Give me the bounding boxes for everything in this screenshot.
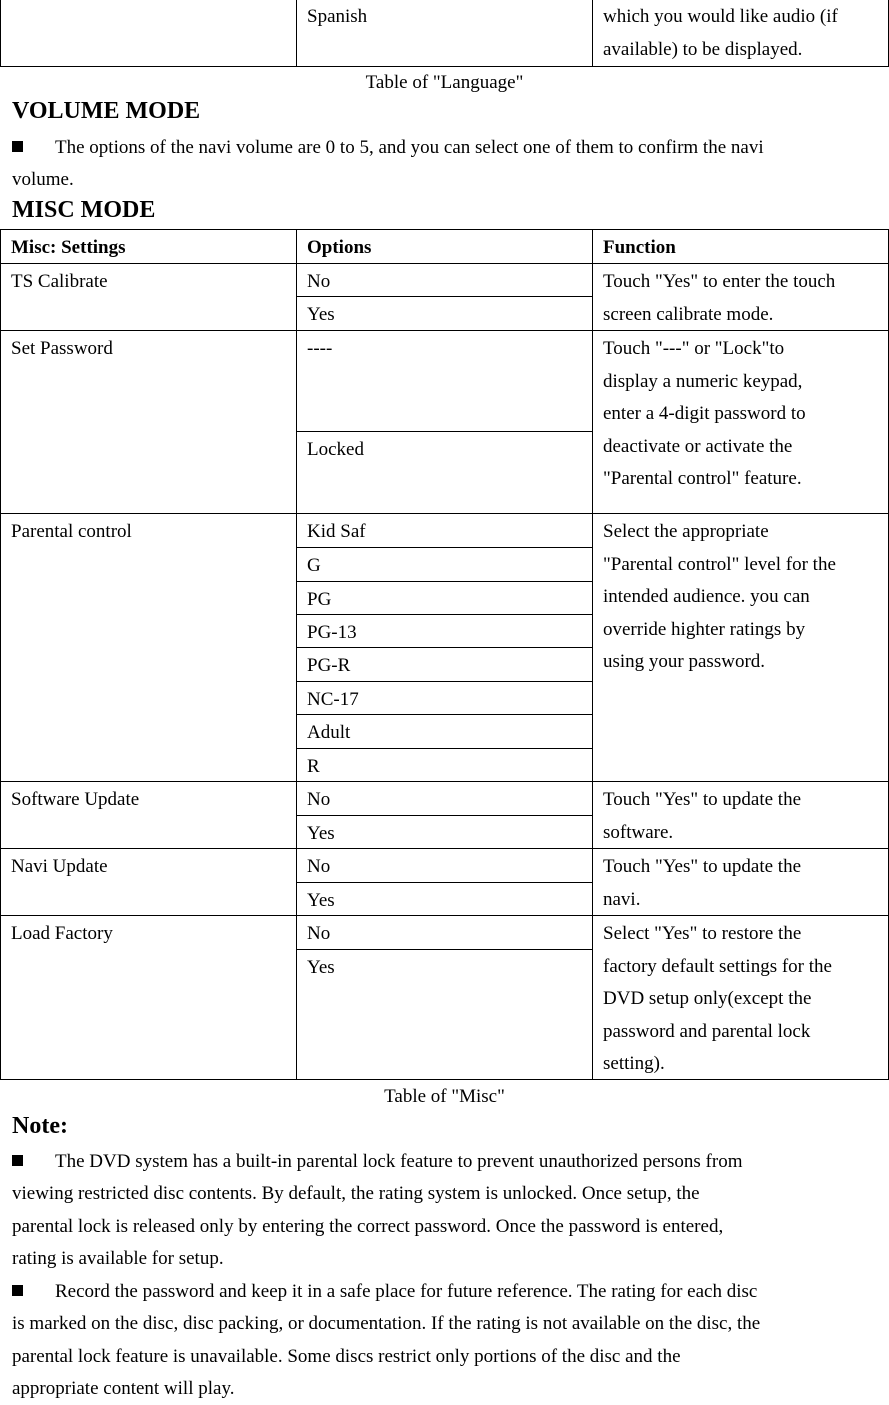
misc-row-navi-update-function: Touch "Yes" to update the navi. <box>592 848 889 916</box>
misc-option: Yes <box>296 815 593 849</box>
misc-option: ---- <box>296 330 593 432</box>
misc-header-function: Function <box>592 229 889 264</box>
misc-row-parental-control-setting: Parental control <box>0 513 297 782</box>
misc-row-load-factory-function: Select "Yes" to restore the factory default settings for the DVD setup only(except the password and parental lock setting). <box>592 915 889 1080</box>
misc-row-parental-control-function: Select the appropriate "Parental control" level for the intended audience. you can override highter ratings by using your password. <box>592 513 889 782</box>
misc-option: Yes <box>296 882 593 916</box>
misc-row-load-factory-setting: Load Factory <box>0 915 297 1080</box>
misc-option: No <box>296 915 593 950</box>
misc-row-navi-update-setting: Navi Update <box>0 848 297 916</box>
misc-row-ts-calibrate-setting: TS Calibrate <box>0 263 297 331</box>
bullet-square-icon <box>12 1285 23 1296</box>
misc-header-settings: Misc: Settings <box>0 229 297 264</box>
misc-row-set-password-function: Touch "---" or "Lock"to display a numeric keypad, enter a 4-digit password to deactivate or activate the "Parental control" feature. <box>592 330 889 514</box>
misc-option: No <box>296 263 593 297</box>
misc-mode-heading: MISC MODE <box>12 197 156 223</box>
misc-option: Adult <box>296 714 593 749</box>
bullet-square-icon <box>12 1155 23 1166</box>
misc-option: PG-R <box>296 647 593 682</box>
volume-mode-bullet: The options of the navi volume are 0 to 5, and you can select one of them to confirm the navi volume. <box>12 137 764 191</box>
misc-option: Kid Saf <box>296 513 593 548</box>
misc-option: Yes <box>296 296 593 331</box>
misc-option: PG <box>296 581 593 615</box>
note-bullet-1: The DVD system has a built-in parental lock feature to prevent unauthorized persons from viewing restricted disc contents. By default, the rating system is unlocked. Once setup, the parental lock is released only by entering the correct password. Once the password is entered, rating is available for setup. <box>12 1151 743 1269</box>
language-table-caption: Table of "Language" <box>365 72 524 93</box>
misc-header-options: Options <box>296 229 593 264</box>
misc-option: Yes <box>296 949 593 1080</box>
misc-option: No <box>296 781 593 816</box>
language-cell-empty <box>0 0 297 67</box>
note-bullet-2: Record the password and keep it in a safe place for future reference. The rating for each disc is marked on the disc, disc packing, or documentation. If the rating is not available on the disc, the parental lock feature is unavailable. Some discs restrict only portions of the disc and the appropriate content will play. <box>12 1281 761 1399</box>
bullet-square-icon <box>12 141 23 152</box>
language-function-cell: which you would like audio (if available) to be displayed. <box>592 0 889 67</box>
misc-option: G <box>296 547 593 582</box>
misc-option: Locked <box>296 431 593 514</box>
misc-option: R <box>296 748 593 782</box>
misc-table-caption: Table of "Misc" <box>384 1086 505 1107</box>
misc-row-ts-calibrate-function: Touch "Yes" to enter the touch screen calibrate mode. <box>592 263 889 331</box>
misc-option: No <box>296 848 593 883</box>
misc-option: NC-17 <box>296 681 593 715</box>
misc-row-software-update-function: Touch "Yes" to update the software. <box>592 781 889 849</box>
misc-row-set-password-setting: Set Password <box>0 330 297 514</box>
volume-mode-heading: VOLUME MODE <box>12 98 201 124</box>
misc-row-software-update-setting: Software Update <box>0 781 297 849</box>
misc-option: PG-13 <box>296 614 593 648</box>
note-heading: Note: <box>12 1113 68 1139</box>
language-option-spanish: Spanish <box>296 0 593 67</box>
